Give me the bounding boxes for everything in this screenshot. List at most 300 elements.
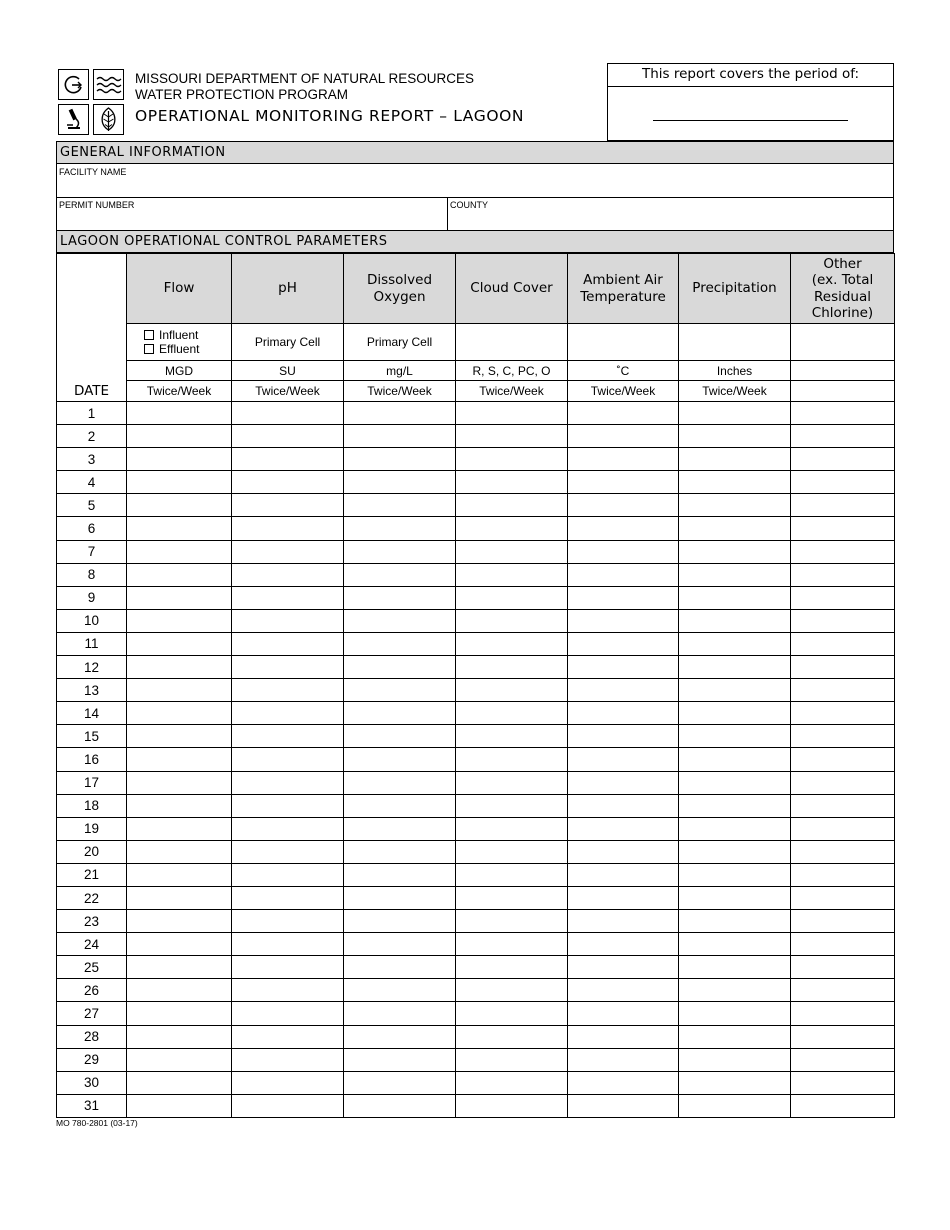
flow-cell[interactable]	[127, 402, 232, 425]
ambient-air-temperature-day-input[interactable]	[568, 868, 678, 882]
flow-day-input[interactable]	[127, 683, 231, 697]
precipitation-day-input[interactable]	[679, 406, 790, 420]
other-day-input[interactable]	[791, 868, 894, 882]
cloud-cover-day-input[interactable]	[456, 522, 567, 536]
precipitation-cell[interactable]	[679, 817, 791, 840]
permit-number-input[interactable]	[61, 210, 443, 228]
dissolved-oxygen-day-input[interactable]	[344, 406, 455, 420]
ph-cell[interactable]	[232, 517, 344, 540]
dissolved-oxygen-cell[interactable]	[344, 956, 456, 979]
dissolved-oxygen-day-input[interactable]	[344, 914, 455, 928]
cloud-cover-day-input[interactable]	[456, 868, 567, 882]
precipitation-cell[interactable]	[679, 956, 791, 979]
dissolved-oxygen-cell[interactable]	[344, 402, 456, 425]
ph-day-input[interactable]	[232, 1076, 343, 1090]
dissolved-oxygen-cell[interactable]	[344, 586, 456, 609]
other-day-input[interactable]	[791, 637, 894, 651]
precipitation-cell[interactable]	[679, 1002, 791, 1025]
flow-day-input[interactable]	[127, 845, 231, 859]
cloud-cover-day-input[interactable]	[456, 475, 567, 489]
ambient-air-temperature-cell[interactable]	[568, 540, 679, 563]
flow-day-input[interactable]	[127, 983, 231, 997]
ambient-air-temperature-cell[interactable]	[568, 702, 679, 725]
ph-day-input[interactable]	[232, 1030, 343, 1044]
flow-day-input[interactable]	[127, 637, 231, 651]
cloud-cover-cell[interactable]	[456, 771, 568, 794]
precipitation-cell[interactable]	[679, 863, 791, 886]
flow-day-input[interactable]	[127, 1006, 231, 1020]
other-cell[interactable]	[791, 933, 895, 956]
cloud-cover-day-input[interactable]	[456, 729, 567, 743]
cloud-cover-cell[interactable]	[456, 956, 568, 979]
ambient-air-temperature-day-input[interactable]	[568, 1030, 678, 1044]
precipitation-cell[interactable]	[679, 725, 791, 748]
flow-day-input[interactable]	[127, 498, 231, 512]
cloud-cover-cell[interactable]	[456, 448, 568, 471]
flow-cell[interactable]	[127, 656, 232, 679]
cloud-cover-day-input[interactable]	[456, 1053, 567, 1067]
cloud-cover-day-input[interactable]	[456, 406, 567, 420]
cloud-cover-day-input[interactable]	[456, 799, 567, 813]
ph-cell[interactable]	[232, 679, 344, 702]
dissolved-oxygen-cell[interactable]	[344, 609, 456, 632]
precipitation-day-input[interactable]	[679, 868, 790, 882]
dissolved-oxygen-day-input[interactable]	[344, 637, 455, 651]
flow-day-input[interactable]	[127, 891, 231, 905]
flow-day-input[interactable]	[127, 545, 231, 559]
permit-number-field[interactable]	[56, 197, 448, 231]
other-cell[interactable]	[791, 402, 895, 425]
dissolved-oxygen-cell[interactable]	[344, 540, 456, 563]
precipitation-cell[interactable]	[679, 979, 791, 1002]
flow-day-input[interactable]	[127, 799, 231, 813]
ambient-air-temperature-day-input[interactable]	[568, 452, 678, 466]
ambient-air-temperature-cell[interactable]	[568, 933, 679, 956]
ph-cell[interactable]	[232, 1025, 344, 1048]
ambient-air-temperature-cell[interactable]	[568, 563, 679, 586]
cloud-cover-cell[interactable]	[456, 471, 568, 494]
other-day-input[interactable]	[791, 983, 894, 997]
ph-cell[interactable]	[232, 540, 344, 563]
flow-cell[interactable]	[127, 771, 232, 794]
cloud-cover-cell[interactable]	[456, 725, 568, 748]
precipitation-cell[interactable]	[679, 586, 791, 609]
dissolved-oxygen-cell[interactable]	[344, 748, 456, 771]
influent-checkbox[interactable]	[144, 330, 154, 340]
cloud-cover-day-input[interactable]	[456, 637, 567, 651]
other-day-input[interactable]	[791, 683, 894, 697]
flow-cell[interactable]	[127, 540, 232, 563]
other-cell[interactable]	[791, 448, 895, 471]
other-day-input[interactable]	[791, 614, 894, 628]
other-day-input[interactable]	[791, 914, 894, 928]
precipitation-day-input[interactable]	[679, 983, 790, 997]
ambient-air-temperature-day-input[interactable]	[568, 429, 678, 443]
cloud-cover-cell[interactable]	[456, 1071, 568, 1094]
precipitation-cell[interactable]	[679, 1048, 791, 1071]
dissolved-oxygen-day-input[interactable]	[344, 845, 455, 859]
ambient-air-temperature-cell[interactable]	[568, 1094, 679, 1117]
flow-day-input[interactable]	[127, 452, 231, 466]
ambient-air-temperature-day-input[interactable]	[568, 406, 678, 420]
other-day-input[interactable]	[791, 752, 894, 766]
ph-cell[interactable]	[232, 632, 344, 655]
flow-day-input[interactable]	[127, 568, 231, 582]
ambient-air-temperature-day-input[interactable]	[568, 706, 678, 720]
flow-cell[interactable]	[127, 1002, 232, 1025]
ph-cell[interactable]	[232, 1071, 344, 1094]
other-day-input[interactable]	[791, 706, 894, 720]
ambient-air-temperature-day-input[interactable]	[568, 683, 678, 697]
ph-day-input[interactable]	[232, 614, 343, 628]
ph-cell[interactable]	[232, 1094, 344, 1117]
ambient-air-temperature-cell[interactable]	[568, 725, 679, 748]
flow-day-input[interactable]	[127, 776, 231, 790]
ph-day-input[interactable]	[232, 498, 343, 512]
other-cell[interactable]	[791, 1071, 895, 1094]
precipitation-day-input[interactable]	[679, 614, 790, 628]
ambient-air-temperature-cell[interactable]	[568, 771, 679, 794]
cloud-cover-cell[interactable]	[456, 840, 568, 863]
other-day-input[interactable]	[791, 660, 894, 674]
precipitation-day-input[interactable]	[679, 660, 790, 674]
ambient-air-temperature-cell[interactable]	[568, 656, 679, 679]
flow-cell[interactable]	[127, 563, 232, 586]
flow-cell[interactable]	[127, 817, 232, 840]
other-cell[interactable]	[791, 1025, 895, 1048]
flow-cell[interactable]	[127, 840, 232, 863]
cloud-cover-cell[interactable]	[456, 886, 568, 909]
dissolved-oxygen-day-input[interactable]	[344, 891, 455, 905]
dissolved-oxygen-day-input[interactable]	[344, 429, 455, 443]
dissolved-oxygen-cell[interactable]	[344, 563, 456, 586]
ambient-air-temperature-day-input[interactable]	[568, 983, 678, 997]
cloud-cover-day-input[interactable]	[456, 752, 567, 766]
flow-cell[interactable]	[127, 910, 232, 933]
dissolved-oxygen-day-input[interactable]	[344, 960, 455, 974]
cloud-cover-cell[interactable]	[456, 586, 568, 609]
dissolved-oxygen-cell[interactable]	[344, 702, 456, 725]
flow-cell[interactable]	[127, 748, 232, 771]
cloud-cover-cell[interactable]	[456, 1048, 568, 1071]
cloud-cover-day-input[interactable]	[456, 960, 567, 974]
precipitation-cell[interactable]	[679, 910, 791, 933]
dissolved-oxygen-day-input[interactable]	[344, 729, 455, 743]
ph-day-input[interactable]	[232, 914, 343, 928]
flow-cell[interactable]	[127, 494, 232, 517]
ph-day-input[interactable]	[232, 637, 343, 651]
ambient-air-temperature-cell[interactable]	[568, 609, 679, 632]
cloud-cover-day-input[interactable]	[456, 683, 567, 697]
precipitation-cell[interactable]	[679, 471, 791, 494]
ambient-air-temperature-day-input[interactable]	[568, 729, 678, 743]
cloud-cover-cell[interactable]	[456, 494, 568, 517]
cloud-cover-cell[interactable]	[456, 1094, 568, 1117]
cloud-cover-day-input[interactable]	[456, 1076, 567, 1090]
ph-day-input[interactable]	[232, 452, 343, 466]
precipitation-day-input[interactable]	[679, 637, 790, 651]
cloud-cover-cell[interactable]	[456, 656, 568, 679]
cloud-cover-day-input[interactable]	[456, 706, 567, 720]
dissolved-oxygen-day-input[interactable]	[344, 591, 455, 605]
precipitation-cell[interactable]	[679, 425, 791, 448]
ph-day-input[interactable]	[232, 568, 343, 582]
ph-cell[interactable]	[232, 956, 344, 979]
ambient-air-temperature-cell[interactable]	[568, 748, 679, 771]
precipitation-day-input[interactable]	[679, 545, 790, 559]
ph-cell[interactable]	[232, 563, 344, 586]
ph-day-input[interactable]	[232, 1053, 343, 1067]
precipitation-cell[interactable]	[679, 1094, 791, 1117]
precipitation-day-input[interactable]	[679, 914, 790, 928]
ambient-air-temperature-day-input[interactable]	[568, 568, 678, 582]
other-day-input[interactable]	[791, 568, 894, 582]
other-day-input[interactable]	[791, 729, 894, 743]
ambient-air-temperature-day-input[interactable]	[568, 591, 678, 605]
flow-day-input[interactable]	[127, 614, 231, 628]
flow-cell[interactable]	[127, 956, 232, 979]
precipitation-day-input[interactable]	[679, 706, 790, 720]
cloud-cover-cell[interactable]	[456, 817, 568, 840]
ambient-air-temperature-cell[interactable]	[568, 910, 679, 933]
flow-day-input[interactable]	[127, 1030, 231, 1044]
precipitation-day-input[interactable]	[679, 522, 790, 536]
flow-day-input[interactable]	[127, 1099, 231, 1113]
ambient-air-temperature-day-input[interactable]	[568, 891, 678, 905]
ambient-air-temperature-day-input[interactable]	[568, 1006, 678, 1020]
cloud-cover-cell[interactable]	[456, 748, 568, 771]
cloud-cover-day-input[interactable]	[456, 452, 567, 466]
precipitation-day-input[interactable]	[679, 799, 790, 813]
precipitation-cell[interactable]	[679, 933, 791, 956]
ph-cell[interactable]	[232, 702, 344, 725]
ph-day-input[interactable]	[232, 706, 343, 720]
other-cell[interactable]	[791, 517, 895, 540]
dissolved-oxygen-cell[interactable]	[344, 517, 456, 540]
other-cell[interactable]	[791, 817, 895, 840]
flow-day-input[interactable]	[127, 1076, 231, 1090]
ph-cell[interactable]	[232, 933, 344, 956]
dissolved-oxygen-cell[interactable]	[344, 817, 456, 840]
other-cell[interactable]	[791, 794, 895, 817]
dissolved-oxygen-day-input[interactable]	[344, 983, 455, 997]
cloud-cover-day-input[interactable]	[456, 568, 567, 582]
other-cell[interactable]	[791, 586, 895, 609]
ambient-air-temperature-cell[interactable]	[568, 494, 679, 517]
ph-cell[interactable]	[232, 771, 344, 794]
cloud-cover-day-input[interactable]	[456, 914, 567, 928]
dissolved-oxygen-cell[interactable]	[344, 1002, 456, 1025]
other-day-input[interactable]	[791, 822, 894, 836]
ambient-air-temperature-day-input[interactable]	[568, 1099, 678, 1113]
cloud-cover-cell[interactable]	[456, 910, 568, 933]
other-cell[interactable]	[791, 1094, 895, 1117]
precipitation-cell[interactable]	[679, 609, 791, 632]
flow-cell[interactable]	[127, 586, 232, 609]
other-day-input[interactable]	[791, 545, 894, 559]
dissolved-oxygen-day-input[interactable]	[344, 683, 455, 697]
cloud-cover-day-input[interactable]	[456, 1099, 567, 1113]
precipitation-day-input[interactable]	[679, 591, 790, 605]
ambient-air-temperature-cell[interactable]	[568, 1025, 679, 1048]
precipitation-day-input[interactable]	[679, 1030, 790, 1044]
ph-cell[interactable]	[232, 1048, 344, 1071]
flow-day-input[interactable]	[127, 1053, 231, 1067]
ambient-air-temperature-day-input[interactable]	[568, 776, 678, 790]
flow-cell[interactable]	[127, 1094, 232, 1117]
facility-name-input[interactable]	[61, 177, 889, 195]
other-day-input[interactable]	[791, 522, 894, 536]
other-cell[interactable]	[791, 540, 895, 563]
ambient-air-temperature-day-input[interactable]	[568, 937, 678, 951]
other-cell[interactable]	[791, 471, 895, 494]
ph-day-input[interactable]	[232, 660, 343, 674]
precipitation-day-input[interactable]	[679, 1006, 790, 1020]
ambient-air-temperature-cell[interactable]	[568, 632, 679, 655]
dissolved-oxygen-cell[interactable]	[344, 910, 456, 933]
facility-name-field[interactable]	[56, 164, 894, 198]
precipitation-day-input[interactable]	[679, 568, 790, 582]
precipitation-day-input[interactable]	[679, 498, 790, 512]
precipitation-cell[interactable]	[679, 702, 791, 725]
other-day-input[interactable]	[791, 406, 894, 420]
ambient-air-temperature-day-input[interactable]	[568, 498, 678, 512]
cloud-cover-day-input[interactable]	[456, 776, 567, 790]
ambient-air-temperature-day-input[interactable]	[568, 1053, 678, 1067]
ph-day-input[interactable]	[232, 845, 343, 859]
precipitation-day-input[interactable]	[679, 1099, 790, 1113]
dissolved-oxygen-day-input[interactable]	[344, 1030, 455, 1044]
cloud-cover-day-input[interactable]	[456, 429, 567, 443]
ambient-air-temperature-cell[interactable]	[568, 471, 679, 494]
cloud-cover-day-input[interactable]	[456, 1006, 567, 1020]
ph-day-input[interactable]	[232, 406, 343, 420]
other-cell[interactable]	[791, 725, 895, 748]
ambient-air-temperature-day-input[interactable]	[568, 845, 678, 859]
precipitation-cell[interactable]	[679, 1071, 791, 1094]
other-cell[interactable]	[791, 425, 895, 448]
precipitation-day-input[interactable]	[679, 752, 790, 766]
dissolved-oxygen-cell[interactable]	[344, 448, 456, 471]
other-day-input[interactable]	[791, 498, 894, 512]
flow-day-input[interactable]	[127, 706, 231, 720]
cloud-cover-cell[interactable]	[456, 402, 568, 425]
flow-cell[interactable]	[127, 1048, 232, 1071]
ambient-air-temperature-cell[interactable]	[568, 402, 679, 425]
precipitation-day-input[interactable]	[679, 452, 790, 466]
dissolved-oxygen-cell[interactable]	[344, 425, 456, 448]
dissolved-oxygen-cell[interactable]	[344, 840, 456, 863]
precipitation-cell[interactable]	[679, 402, 791, 425]
ambient-air-temperature-cell[interactable]	[568, 425, 679, 448]
county-input[interactable]	[452, 210, 889, 228]
ambient-air-temperature-cell[interactable]	[568, 1002, 679, 1025]
cloud-cover-cell[interactable]	[456, 702, 568, 725]
precipitation-cell[interactable]	[679, 771, 791, 794]
ambient-air-temperature-day-input[interactable]	[568, 614, 678, 628]
flow-cell[interactable]	[127, 725, 232, 748]
cloud-cover-cell[interactable]	[456, 540, 568, 563]
ph-cell[interactable]	[232, 725, 344, 748]
flow-cell[interactable]	[127, 448, 232, 471]
cloud-cover-cell[interactable]	[456, 563, 568, 586]
other-day-input[interactable]	[791, 475, 894, 489]
ph-day-input[interactable]	[232, 683, 343, 697]
flow-day-input[interactable]	[127, 729, 231, 743]
ambient-air-temperature-cell[interactable]	[568, 863, 679, 886]
precipitation-cell[interactable]	[679, 448, 791, 471]
cloud-cover-cell[interactable]	[456, 1002, 568, 1025]
flow-day-input[interactable]	[127, 914, 231, 928]
cloud-cover-cell[interactable]	[456, 517, 568, 540]
flow-day-input[interactable]	[127, 522, 231, 536]
cloud-cover-day-input[interactable]	[456, 1030, 567, 1044]
ph-cell[interactable]	[232, 863, 344, 886]
other-cell[interactable]	[791, 563, 895, 586]
ambient-air-temperature-cell[interactable]	[568, 586, 679, 609]
precipitation-cell[interactable]	[679, 840, 791, 863]
other-cell[interactable]	[791, 748, 895, 771]
other-cell[interactable]	[791, 656, 895, 679]
ph-cell[interactable]	[232, 1002, 344, 1025]
precipitation-day-input[interactable]	[679, 891, 790, 905]
flow-day-input[interactable]	[127, 822, 231, 836]
cloud-cover-cell[interactable]	[456, 933, 568, 956]
cloud-cover-day-input[interactable]	[456, 660, 567, 674]
flow-day-input[interactable]	[127, 406, 231, 420]
other-day-input[interactable]	[791, 1099, 894, 1113]
precipitation-day-input[interactable]	[679, 683, 790, 697]
flow-cell[interactable]	[127, 425, 232, 448]
dissolved-oxygen-cell[interactable]	[344, 1048, 456, 1071]
ph-day-input[interactable]	[232, 475, 343, 489]
precipitation-day-input[interactable]	[679, 776, 790, 790]
ph-day-input[interactable]	[232, 822, 343, 836]
flow-cell[interactable]	[127, 632, 232, 655]
precipitation-day-input[interactable]	[679, 822, 790, 836]
other-day-input[interactable]	[791, 1030, 894, 1044]
dissolved-oxygen-day-input[interactable]	[344, 776, 455, 790]
ambient-air-temperature-day-input[interactable]	[568, 475, 678, 489]
precipitation-cell[interactable]	[679, 563, 791, 586]
flow-day-input[interactable]	[127, 429, 231, 443]
other-cell[interactable]	[791, 840, 895, 863]
dissolved-oxygen-cell[interactable]	[344, 886, 456, 909]
precipitation-day-input[interactable]	[679, 729, 790, 743]
dissolved-oxygen-cell[interactable]	[344, 771, 456, 794]
flow-day-input[interactable]	[127, 475, 231, 489]
ph-cell[interactable]	[232, 840, 344, 863]
ph-cell[interactable]	[232, 886, 344, 909]
ambient-air-temperature-cell[interactable]	[568, 794, 679, 817]
precipitation-cell[interactable]	[679, 886, 791, 909]
cloud-cover-cell[interactable]	[456, 979, 568, 1002]
flow-day-input[interactable]	[127, 660, 231, 674]
flow-cell[interactable]	[127, 794, 232, 817]
other-day-input[interactable]	[791, 1053, 894, 1067]
other-day-input[interactable]	[791, 1006, 894, 1020]
flow-day-input[interactable]	[127, 937, 231, 951]
flow-cell[interactable]	[127, 1025, 232, 1048]
cloud-cover-day-input[interactable]	[456, 937, 567, 951]
cloud-cover-cell[interactable]	[456, 632, 568, 655]
flow-cell[interactable]	[127, 863, 232, 886]
ambient-air-temperature-cell[interactable]	[568, 448, 679, 471]
ph-cell[interactable]	[232, 979, 344, 1002]
other-cell[interactable]	[791, 609, 895, 632]
dissolved-oxygen-day-input[interactable]	[344, 822, 455, 836]
ph-day-input[interactable]	[232, 591, 343, 605]
